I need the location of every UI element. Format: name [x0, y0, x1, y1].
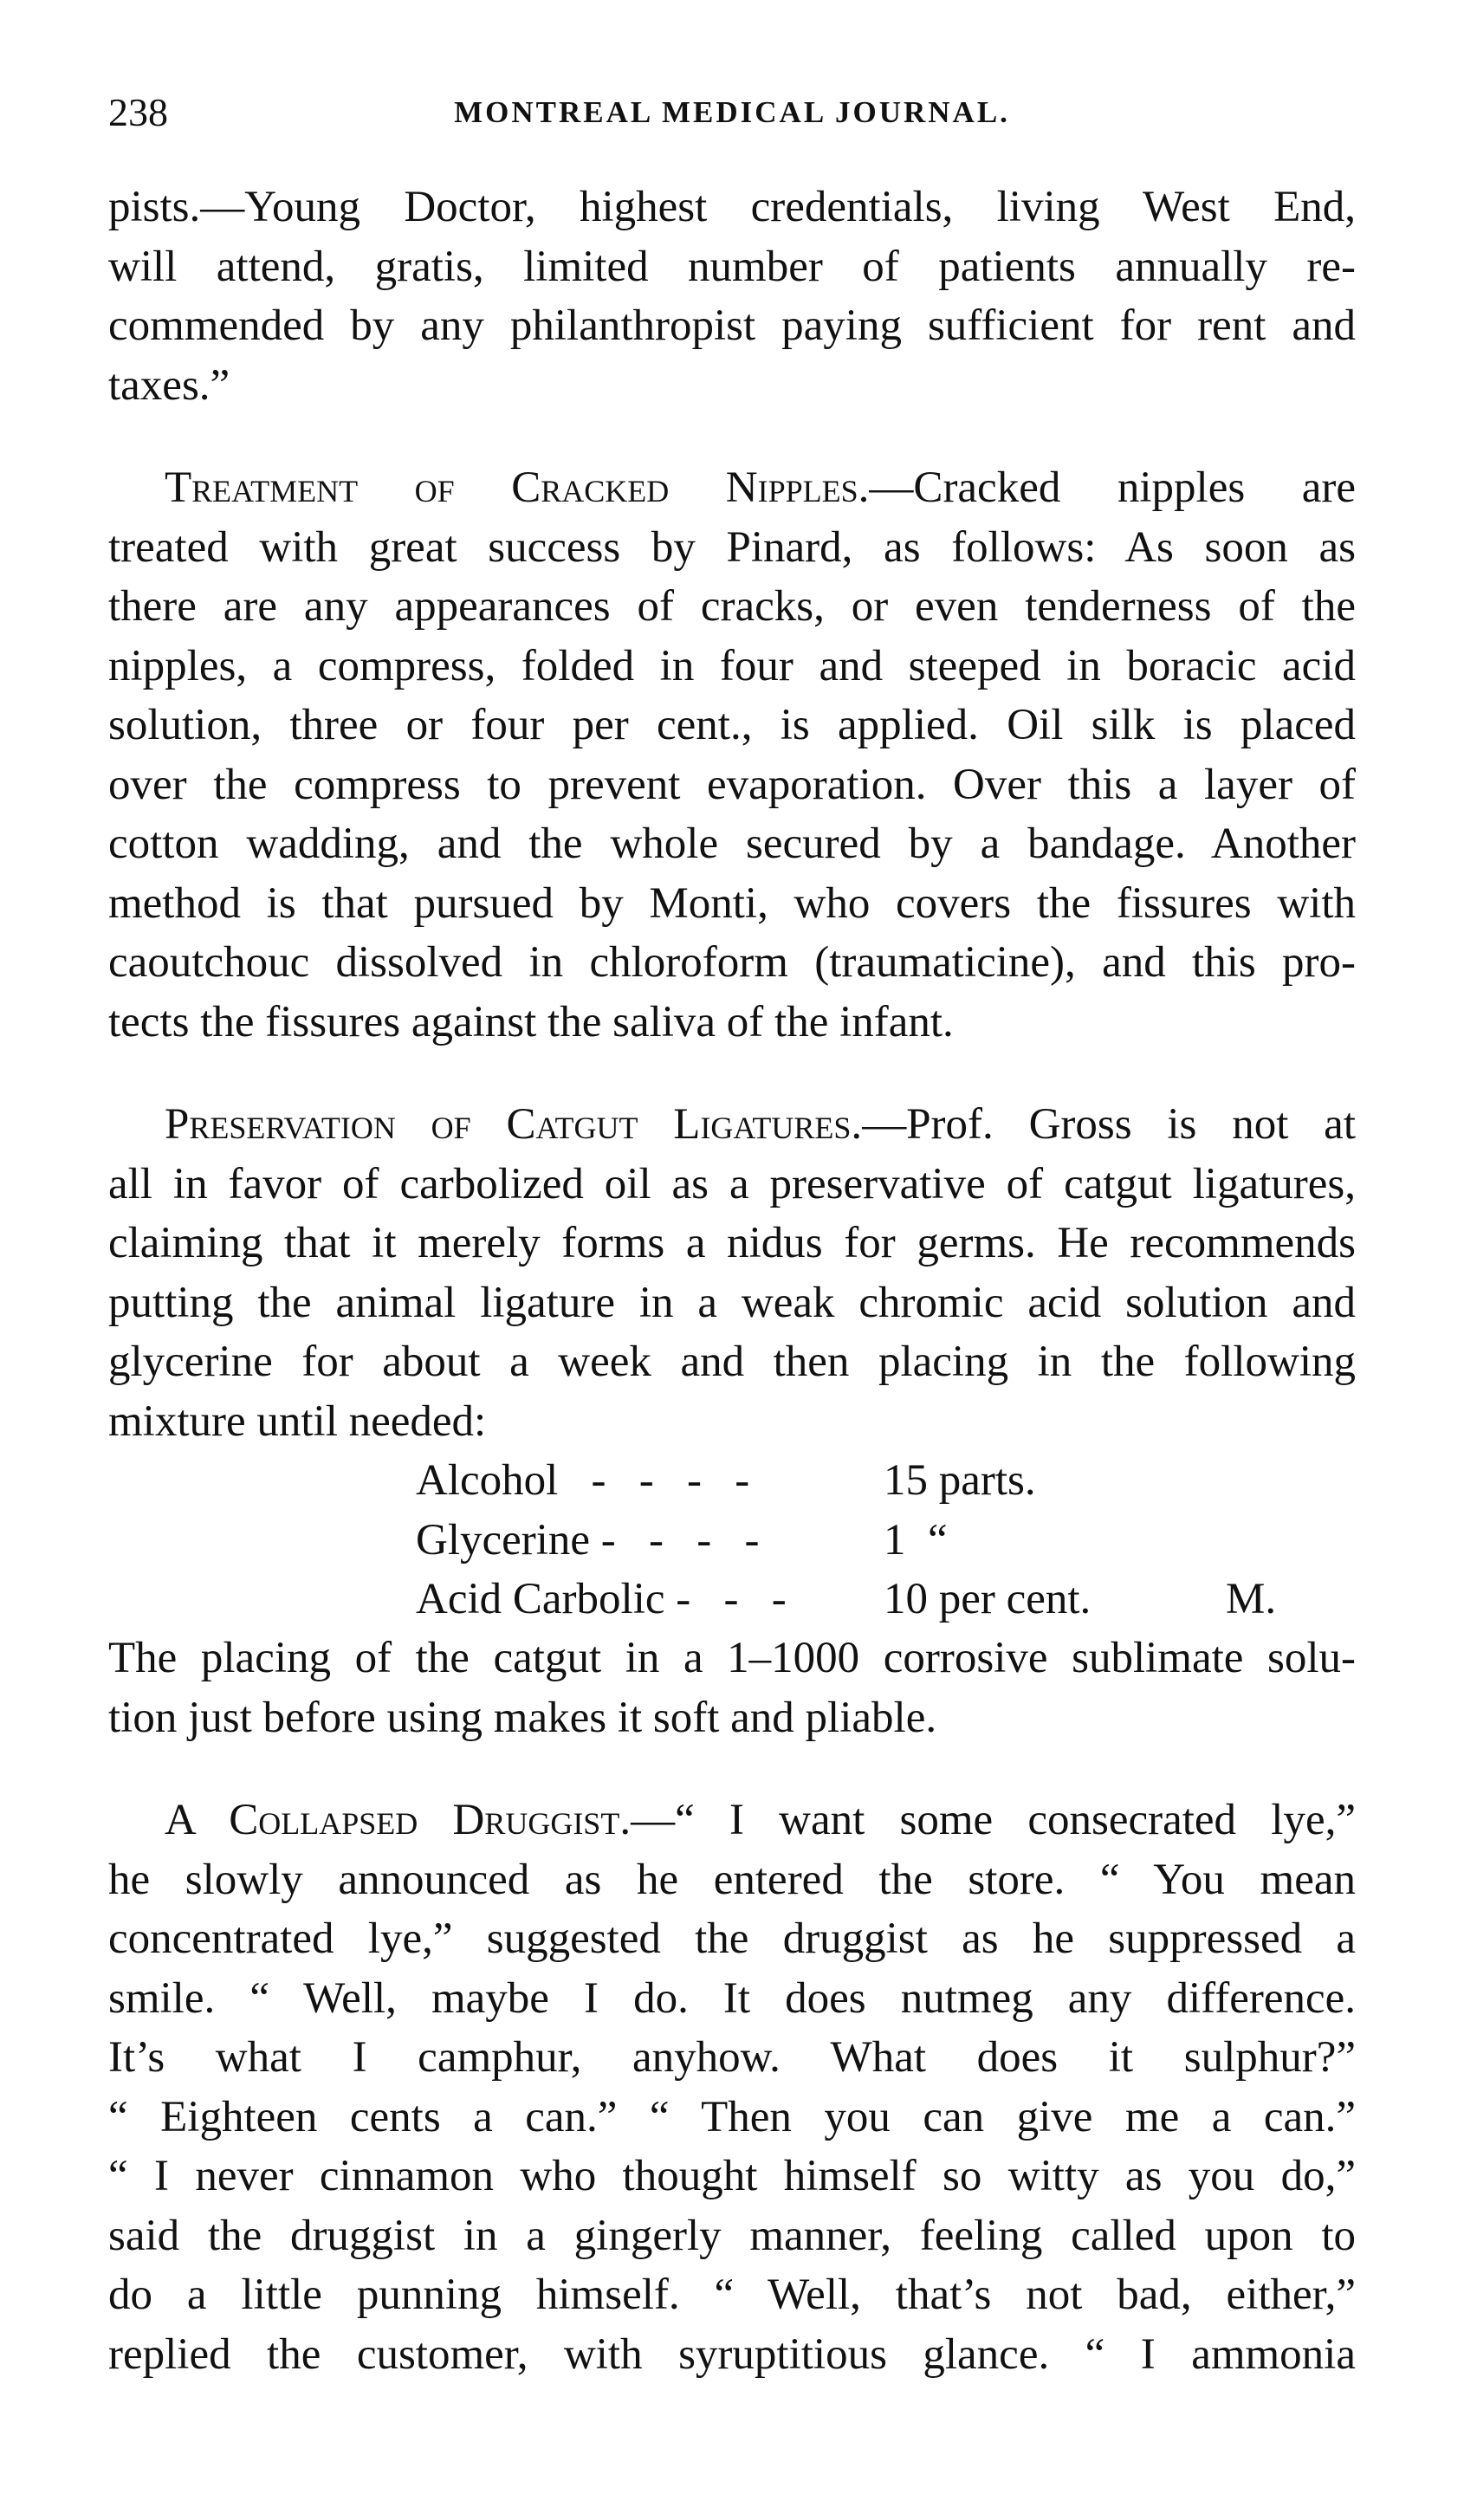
text-line [108, 458, 1356, 518]
paragraph-catgut-ligatures [108, 1095, 1356, 1451]
paragraph-gap [108, 415, 1356, 458]
paragraph-continuation [108, 178, 1356, 415]
text-line: said the druggist in a gingerly manner, feeling called upon to [108, 2211, 1356, 2260]
ingredient-amount: 1 “ [884, 1515, 948, 1564]
page-number: 238 [108, 90, 168, 134]
ingredient-amount: 10 per cent. [884, 1575, 1092, 1623]
text-line [108, 1791, 1356, 1850]
paragraph-collapsed-druggist [108, 1791, 1356, 2384]
recipe-row [416, 1451, 1036, 1511]
recipe-table [108, 1451, 1356, 1629]
recipe-row [416, 1511, 948, 1571]
heading-continuation: —“ I want some consecrated lye,” [631, 1796, 1356, 1844]
paragraph-cracked-nipples [108, 458, 1356, 1052]
text-line: replied the customer, with syruptitious glance. “ I ammonia [108, 2329, 1356, 2379]
heading-continuation: —Prof. Gross is not at [862, 1100, 1356, 1149]
ingredient-amount: 15 parts. [884, 1456, 1036, 1505]
text-line: solution, three or four per cent., is applied. Oil silk is placed [108, 701, 1356, 749]
text-line: will attend, gratis, limited number of patients annually re- [108, 242, 1356, 291]
text-line: cotton wadding, and the whole secured by a bandage. Another [108, 819, 1356, 868]
text-line: smile. “ Well, maybe I do. It does nutmeg any difference. [108, 1973, 1356, 2023]
text-line: The placing of the catgut in a 1–1000 corrosive sublimate solu- [108, 1634, 1356, 1682]
text-line: taxes.” [108, 360, 230, 410]
ingredient-name: Glycerine - - - - [416, 1515, 760, 1564]
text-line: putting the animal ligature in a weak chromic acid solution and [108, 1278, 1356, 1327]
paragraph-gap [108, 1747, 1356, 1791]
text-line: tects the fissures against the saliva of the infant. [108, 997, 954, 1046]
body-text [108, 178, 1356, 2384]
text-line: method is that pursued by Monti, who covers the fissures with [108, 878, 1356, 928]
text-line: glycerine for about a week and then placing in the following [108, 1338, 1356, 1386]
text-line: there are any appearances of cracks, or even tenderness of the [108, 582, 1356, 631]
text-line: mixture until needed: [108, 1396, 487, 1446]
section-heading: A Collapsed Druggist. [165, 1796, 632, 1844]
page-header [108, 87, 1356, 139]
section-heading: Preservation of Catgut Ligatures. [165, 1100, 863, 1149]
text-line: concentrated lye,” suggested the druggist as he suppressed a [108, 1914, 1356, 1963]
recipe-sign: M. [1226, 1575, 1277, 1623]
text-line: “ Eighteen cents a can.” “ Then you can give me a can.” [108, 2092, 1356, 2141]
text-line [108, 1095, 1356, 1155]
text-line: claiming that it merely forms a nidus for germs. He recommends [108, 1219, 1356, 1267]
text-line: pists.—Young Doctor, highest credentials, living West End, [108, 183, 1356, 231]
running-head: MONTREAL MEDICAL JOURNAL. [454, 95, 1010, 129]
section-heading: Treatment of Cracked Nipples. [165, 463, 870, 512]
text-line: tion just before using makes it soft and pliable. [108, 1693, 937, 1742]
text-line: caoutchouc dissolved in chloroform (traumaticine), and this pro- [108, 938, 1356, 987]
paragraph-gap [108, 1052, 1356, 1095]
ingredient-name: Acid Carbolic - - - [416, 1575, 787, 1623]
paragraph-sublimate [108, 1629, 1356, 1747]
text-line: he slowly announced as he entered the store. “ You mean [108, 1855, 1356, 1904]
ingredient-name: Alcohol - - - - [416, 1456, 750, 1505]
text-line: treated with great success by Pinard, as follows: As soon as [108, 522, 1356, 572]
text-line: over the compress to prevent evaporation. Over this a layer of [108, 760, 1356, 809]
text-line: do a little punning himself. “ Well, that’s not bad, either,” [108, 2271, 1356, 2319]
text-line: all in favor of carbolized oil as a preservative of catgut ligatures, [108, 1159, 1356, 1208]
text-line: commended by any philanthropist paying sufficient for rent and [108, 301, 1356, 350]
heading-continuation: —Cracked nipples are [869, 463, 1356, 512]
text-line: “ I never cinnamon who thought himself so witty as you do,” [108, 2152, 1356, 2200]
recipe-row [416, 1570, 1091, 1629]
text-line: nipples, a compress, folded in four and steeped in boracic acid [108, 641, 1356, 690]
text-line: It’s what I camphur, anyhow. What does it sulphur?” [108, 2033, 1356, 2082]
